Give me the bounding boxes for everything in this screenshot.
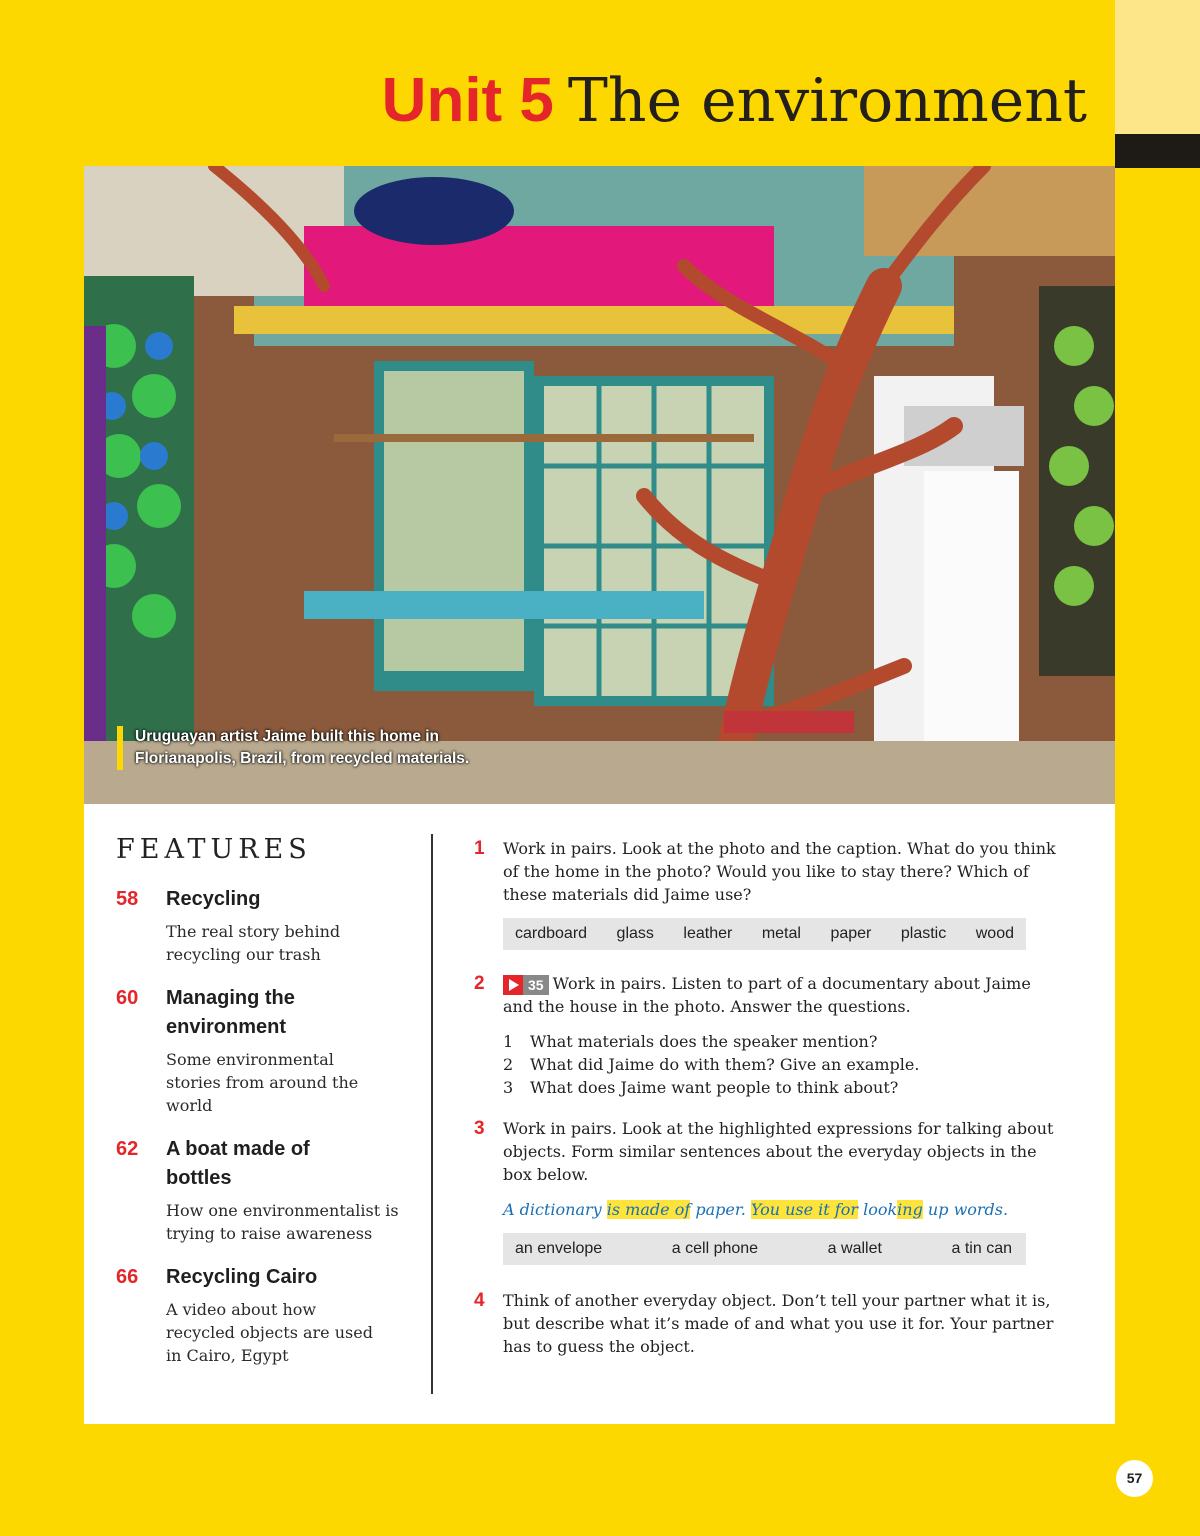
recycled-home-illustration xyxy=(84,166,1115,804)
exercise-number: 4 xyxy=(474,1290,485,1311)
feature-description: Some environmental stories from around the world xyxy=(166,1050,359,1115)
example-part: look xyxy=(858,1200,898,1219)
photo-caption xyxy=(117,726,469,770)
feature-title: Recycling Cairo xyxy=(166,1266,318,1288)
feature-page-number: 60 xyxy=(116,987,139,1009)
page-number: 57 xyxy=(1116,1460,1153,1497)
word-item: an envelope xyxy=(515,1240,603,1257)
exercise-2 xyxy=(474,972,1064,1099)
question-text: What does Jaime want people to think about? xyxy=(530,1078,899,1097)
audio-track-button[interactable] xyxy=(503,975,549,995)
word-item: a cell phone xyxy=(671,1240,759,1257)
exercise-number: 3 xyxy=(474,1118,485,1139)
feature-item xyxy=(116,1263,416,1367)
feature-page-number: 62 xyxy=(116,1138,139,1160)
question-number: 2 xyxy=(503,1055,514,1074)
play-icon xyxy=(503,975,523,995)
column-divider xyxy=(431,834,433,1394)
highlighted-expression: ing xyxy=(897,1200,923,1219)
question-item xyxy=(503,1030,1064,1053)
caption-line: Florianapolis, Brazil, from recycled materials. xyxy=(135,750,470,767)
exercise-list xyxy=(474,837,1064,1372)
example-part: paper. xyxy=(690,1200,751,1219)
objects-word-box xyxy=(503,1233,1026,1265)
question-item xyxy=(503,1076,1064,1099)
example-part: up words. xyxy=(922,1200,1009,1219)
feature-description: The real story behind recycling our trash xyxy=(166,922,341,964)
unit-label: Unit 5 xyxy=(381,66,554,135)
feature-title: Managing the environment xyxy=(166,987,295,1038)
feature-page-number: 58 xyxy=(116,888,139,910)
track-number: 35 xyxy=(523,975,549,995)
word-item: metal xyxy=(761,925,801,942)
word-item: leather xyxy=(683,925,733,942)
side-tab-light xyxy=(1115,0,1200,134)
word-item: a tin can xyxy=(951,1240,1012,1257)
feature-item xyxy=(116,1135,416,1245)
exercise-instructions: Work in pairs. Look at the highlighted expressions for talking about objects. Form similar sentences about the everyday objects in the box below. xyxy=(503,1119,1054,1184)
exercise-instructions: Think of another everyday object. Don’t tell your partner what it is, but describe what it’s made of and what you use it for. Your partner has to guess the object. xyxy=(503,1291,1054,1356)
materials-word-box xyxy=(503,918,1026,950)
word-item: wood xyxy=(975,925,1014,942)
exercise-instructions: Work in pairs. Listen to part of a documentary about Jaime and the house in the photo. Answer the questions. xyxy=(503,974,1031,1016)
question-list xyxy=(503,1030,1064,1099)
hero-photo xyxy=(84,166,1115,804)
question-text: What materials does the speaker mention? xyxy=(530,1032,878,1051)
exercise-4 xyxy=(474,1289,1064,1358)
question-number: 3 xyxy=(503,1078,514,1097)
unit-name: The environment xyxy=(567,66,1087,136)
feature-description: A video about how recycled objects are used in Cairo, Egypt xyxy=(166,1300,373,1365)
exercise-instructions: Work in pairs. Look at the photo and the caption. What do you think of the home in the photo? Would you like to stay there? Which of these materials did Jaime use? xyxy=(503,839,1056,904)
feature-item xyxy=(116,885,416,966)
feature-title: A boat made of bottles xyxy=(166,1138,310,1189)
exercise-3 xyxy=(474,1117,1064,1265)
word-item: paper xyxy=(830,925,872,942)
side-tab-dark xyxy=(1115,134,1200,168)
exercise-number: 1 xyxy=(474,838,485,859)
features-heading: FEATURES xyxy=(116,834,312,865)
highlighted-expression: You use it for xyxy=(750,1200,858,1219)
features-list xyxy=(116,834,416,1385)
word-item: a wallet xyxy=(827,1240,882,1257)
caption-line: Uruguayan artist Jaime built this home in xyxy=(135,728,440,745)
exercise-number: 2 xyxy=(474,973,485,994)
word-item: cardboard xyxy=(515,925,588,942)
feature-page-number: 66 xyxy=(116,1266,139,1288)
example-sentence xyxy=(503,1198,1064,1221)
word-item: glass xyxy=(616,925,654,942)
page-title xyxy=(381,66,1087,136)
feature-item xyxy=(116,984,416,1117)
example-part: A dictionary xyxy=(503,1200,607,1219)
feature-title: Recycling xyxy=(166,888,261,910)
question-number: 1 xyxy=(503,1032,514,1051)
content-panel xyxy=(84,804,1115,1424)
highlighted-expression: is made of xyxy=(606,1200,691,1219)
exercise-1 xyxy=(474,837,1064,950)
question-text: What did Jaime do with them? Give an example. xyxy=(530,1055,920,1074)
feature-description: How one environmentalist is trying to raise awareness xyxy=(166,1201,399,1243)
word-item: plastic xyxy=(900,925,947,942)
question-item xyxy=(503,1053,1064,1076)
